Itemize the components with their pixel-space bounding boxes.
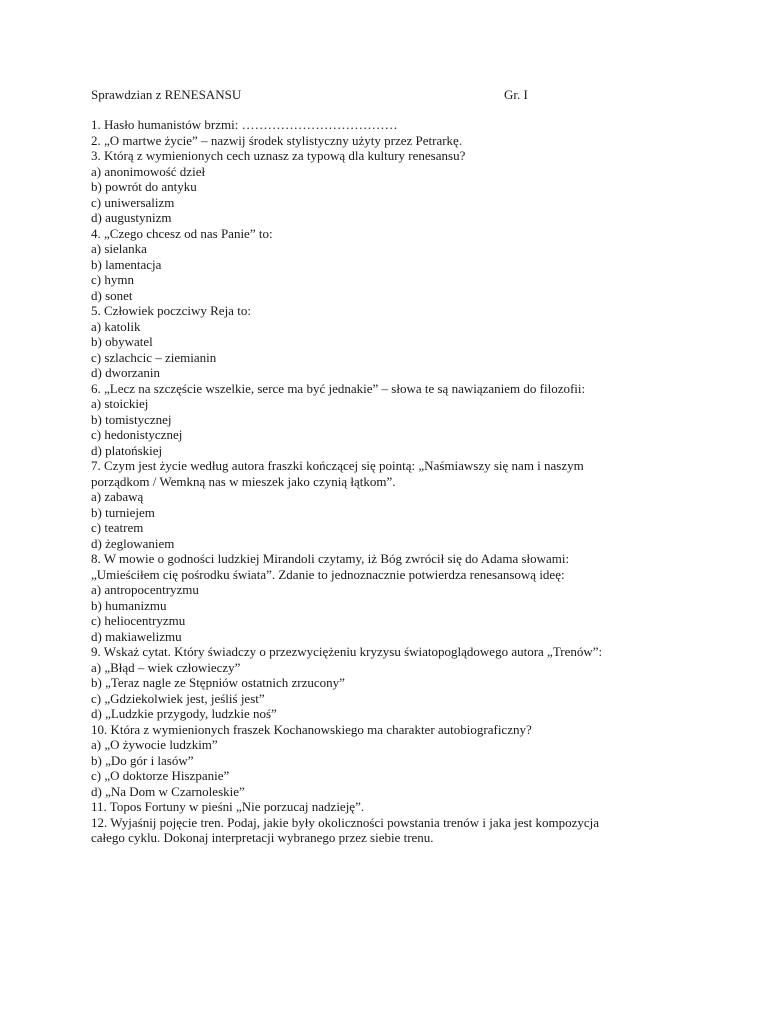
answer-option: b) „Do gór i lasów” bbox=[91, 752, 194, 768]
answer-option: a) katolik bbox=[91, 318, 141, 334]
answer-option: b) humanizmu bbox=[91, 597, 167, 613]
answer-option: c) „Gdziekolwiek jest, jeśliś jest” bbox=[91, 690, 265, 706]
answer-option: d) „Ludzkie przygody, ludzkie noś” bbox=[91, 706, 277, 721]
question-5: 5. Człowiek poczciwy Reja to: bbox=[91, 303, 251, 318]
question-7-continued: porządkom / Wemkną nas w mieszek jako czynią łątkom”. bbox=[91, 473, 396, 489]
question-8: 8. W mowie o godności ludzkiej Mirandoli czytamy, iż Bóg zwrócił się do Adama słowami: bbox=[91, 551, 570, 566]
answer-option: c) hymn bbox=[91, 272, 134, 287]
question-7: 7. Czym jest życie według autora fraszki kończącej się pointą: „Naśmiawszy się nam i naszym bbox=[91, 458, 584, 473]
answer-option: d) „Na Dom w Czarnoleskie” bbox=[91, 783, 245, 799]
question-list bbox=[91, 117, 681, 846]
answer-option: d) platońskiej bbox=[91, 442, 163, 458]
answer-option: c) teatrem bbox=[91, 520, 144, 535]
answer-option: d) makiawelizmu bbox=[91, 628, 182, 644]
question-12-continued: całego cyklu. Dokonaj interpretacji wybranego przez siebie trenu. bbox=[91, 830, 434, 845]
answer-option: a) „O żywocie ludzkim” bbox=[91, 737, 218, 752]
question-2: 2. „O martwe życie” – nazwij środek stylistyczny użyty przez Petrarkę. bbox=[91, 132, 463, 148]
answer-option: b) turniejem bbox=[91, 504, 155, 520]
answer-option: d) dworzanin bbox=[91, 365, 160, 380]
answer-option: a) stoickiej bbox=[91, 396, 149, 411]
question-4: 4. „Czego chcesz od nas Panie” to: bbox=[91, 225, 273, 241]
answer-option: d) sonet bbox=[91, 287, 133, 303]
answer-option: b) lamentacja bbox=[91, 256, 162, 272]
answer-option: b) obywatel bbox=[91, 334, 153, 349]
answer-option: c) szlachcic – ziemianin bbox=[91, 349, 217, 365]
question-12: 12. Wyjaśnij pojęcie tren. Podaj, jakie były okoliczności powstania trenów i jaka jest kompozycja bbox=[91, 814, 600, 830]
question-11: 11. Topos Fortuny w pieśni „Nie porzucaj nadzieję”. bbox=[91, 799, 365, 814]
answer-option: a) zabawą bbox=[91, 489, 144, 504]
document-title: Sprawdzian z RENESANSU bbox=[91, 87, 242, 102]
answer-option: c) uniwersalizm bbox=[91, 194, 175, 210]
answer-option: a) antropocentryzmu bbox=[91, 582, 199, 597]
document-header bbox=[91, 87, 551, 103]
question-3: 3. Którą z wymienionych cech uznasz za typową dla kultury renesansu? bbox=[91, 148, 466, 163]
group-label: Gr. I bbox=[504, 87, 528, 102]
answer-option: a) „Błąd – wiek człowieczy” bbox=[91, 659, 241, 675]
answer-option: d) żeglowaniem bbox=[91, 535, 175, 551]
answer-option: c) heliocentryzmu bbox=[91, 613, 186, 628]
answer-option: c) hedonistycznej bbox=[91, 427, 183, 442]
answer-option: a) sielanka bbox=[91, 241, 147, 256]
question-8-continued: „Umieściłem cię pośrodku świata”. Zdanie to jednoznacznie potwierdza renesansową ideę: bbox=[91, 566, 565, 582]
answer-option: a) anonimowość dzieł bbox=[91, 163, 206, 179]
answer-option: d) augustynizm bbox=[91, 210, 172, 225]
question-1: 1. Hasło humanistów brzmi: ……………………………… bbox=[91, 117, 398, 132]
question-6: 6. „Lecz na szczęście wszelkie, serce ma być jednakie” – słowa te są nawiązaniem do filozofii: bbox=[91, 380, 586, 396]
answer-option: b) powrót do antyku bbox=[91, 179, 197, 194]
answer-option: c) „O doktorze Hiszpanie” bbox=[91, 768, 230, 783]
question-9: 9. Wskaż cytat. Który świadczy o przezwyciężeniu kryzysu światopoglądowego autora „Trenów”: bbox=[91, 644, 603, 659]
answer-option: b) „Teraz nagle ze Stępniów ostatnich zrzucony” bbox=[91, 675, 345, 690]
answer-option: b) tomistycznej bbox=[91, 411, 172, 427]
question-10: 10. Która z wymienionych fraszek Kochanowskiego ma charakter autobiograficzny? bbox=[91, 721, 532, 737]
